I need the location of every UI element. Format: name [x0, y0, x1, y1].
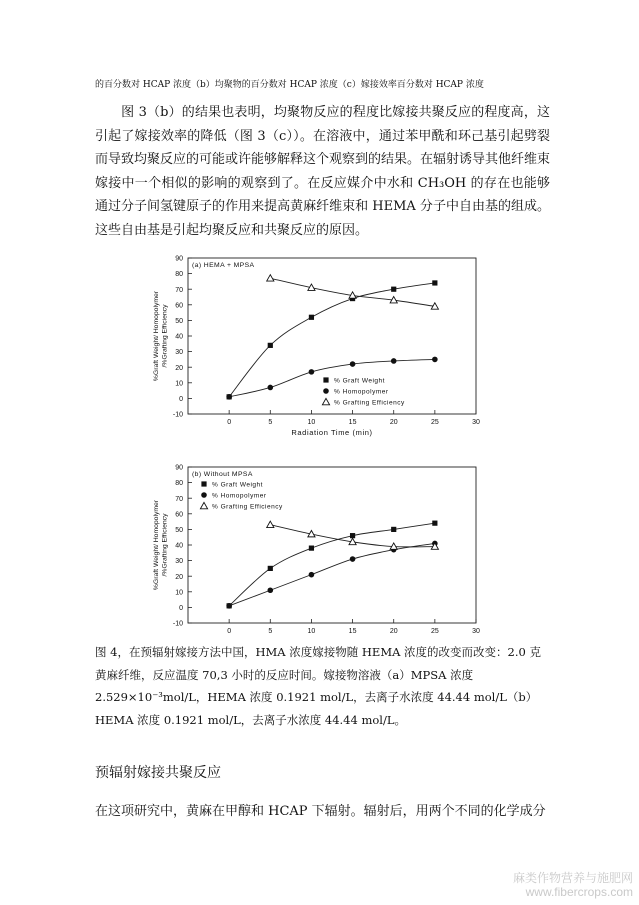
chart-a-point-square	[391, 287, 396, 292]
chart-a-xtick-label: 25	[430, 419, 439, 426]
chart-b-xtick-label: 5	[268, 628, 273, 635]
chart-b-panel-label: (b) Without MPSA	[192, 471, 253, 478]
chart-b-xtick-label: 15	[348, 628, 357, 635]
chart-b-ytick-label: 20	[175, 573, 183, 581]
chart-a-ytick-label: 70	[175, 286, 183, 294]
chart-a-panel-label: (a) HEMA + MPSA	[192, 262, 255, 269]
chart-b-legend-label: % Grafting Efficiency	[212, 503, 283, 511]
chart-a-ytick-label: 30	[175, 349, 183, 357]
chart-a-point-circle	[226, 394, 232, 400]
chart-a-legend-marker-square	[323, 377, 328, 382]
site-watermark	[513, 871, 633, 899]
chart-b-xtick-label: 30	[472, 628, 480, 635]
chart-b-xtick-label: 25	[430, 628, 439, 635]
chart-b	[140, 463, 480, 638]
chart-b-ytick-label: 90	[175, 464, 183, 472]
chart-a-series-line-1	[229, 359, 435, 396]
chart-b-legend-marker-circle	[201, 492, 207, 498]
chart-a-xtick-label: 10	[307, 419, 316, 426]
chart-a-ytick-label: 10	[175, 380, 183, 388]
chart-b-xtick-label: 10	[307, 628, 316, 635]
chart-b-y-axis-label-line1: %Graft Weight/ Homopolymer	[153, 499, 160, 591]
chart-b-legend-label: % Graft Weight	[212, 481, 263, 489]
figure3-caption-fragment: 的百分数对 HCAP 浓度（b）均聚物的百分数对 HCAP 浓度（c）嫁接效率百分数对 HCAP 浓度	[95, 80, 484, 90]
chart-a-y-axis-label	[153, 290, 169, 381]
body-paragraph-1-text: 图 3（b）的结果也表明，均聚物反应的程度比嫁接共聚反应的程度高，这引起了嫁接效率的降低（图 3（c））。在溶液中，通过苯甲酰和环己基引起劈裂而导致均聚反应的可能或许能够解释这个观察到的结果。在辐射诱导其他纤维束嫁接中一个相似的影响的观察到了。在反应媒介中水和 CH₃OH 的存在也能够通过分子间氢键原子的作用来提高黄麻纤维束和 HEMA 分子中自由基的组成。这些自由基是引起均聚反应和共聚反应的原因。	[95, 105, 551, 238]
chart-a-legend-label: % Graft Weight	[334, 377, 385, 385]
watermark-line-2: www.fibercrops.com	[525, 885, 633, 899]
chart-b-point-square	[391, 527, 396, 532]
chart-b-y-axis-label-line2: /%Grafting Efficiency	[161, 513, 169, 577]
chart-b-ytick-label: 60	[175, 511, 183, 519]
chart-b-legend-label: % Homopolymer	[212, 492, 267, 500]
chart-b-point-circle	[226, 603, 232, 609]
chart-a-point-circle	[391, 358, 397, 364]
chart-b-point-square	[432, 521, 437, 526]
chart-a-point-circle	[432, 357, 438, 363]
chart-b-svg	[140, 463, 480, 638]
chart-a-xtick-label: 0	[227, 419, 232, 426]
chart-a-ytick-label: 60	[175, 302, 183, 310]
chart-a-ytick-label: -10	[172, 411, 183, 419]
chart-b-series-line-0	[229, 523, 435, 606]
chart-b-legend-marker-square	[201, 481, 206, 486]
chart-b-point-circle	[309, 572, 315, 578]
chart-b-ytick-label: -10	[172, 620, 183, 628]
chart-a-ytick-label: 50	[175, 318, 183, 325]
chart-b-ytick-label: 40	[175, 542, 183, 550]
chart-b-point-square	[309, 546, 314, 551]
chart-a-point-square	[432, 280, 437, 285]
chart-a-legend-marker-triangle	[322, 398, 329, 404]
chart-a-series-line-0	[229, 283, 435, 397]
chart-b-ytick-label: 30	[175, 558, 183, 566]
watermark-line-1: 麻类作物营养与施肥网	[512, 871, 633, 885]
body-paragraph-2: 在这项研究中，黄麻在甲醇和 HCAP 下辐射。辐射后，用两个不同的化学成分	[95, 804, 546, 819]
figure4-caption: 图 4，在预辐射嫁接方法中国，HMA 浓度嫁接物随 HEMA 浓度的改变而改变：2.0 克黄麻纤维，反应温度 70,3 小时的反应时间。嫁接物溶液（a）MPSA 浓度 2.529×10⁻³mol/L，HEMA 浓度 0.1921 mol/L，去离子水浓度 44.44 mol/L（b）HEMA 浓度 0.1921 mol/L，去离子水浓度 44.44 mol/L。	[95, 645, 541, 727]
chart-a-point-triangle	[267, 275, 274, 281]
chart-a-ytick-label: 80	[175, 271, 183, 279]
chart-b-legend-marker-triangle	[200, 502, 207, 508]
chart-b-xtick-label: 0	[227, 628, 232, 635]
chart-a-ytick-label: 20	[175, 364, 183, 372]
chart-b-y-axis-label	[153, 499, 169, 590]
chart-a-point-square	[309, 315, 314, 320]
chart-b-ytick-label: 10	[175, 589, 183, 597]
chart-a-xtick-label: 20	[389, 419, 398, 426]
section-heading: 预辐射嫁接共聚反应	[95, 765, 221, 781]
body-paragraph-1	[95, 101, 550, 242]
chart-a-legend-label: % Grafting Efficiency	[334, 399, 405, 407]
chart-a-legend-marker-circle	[323, 388, 329, 394]
chart-a-ytick-label: 0	[179, 396, 183, 403]
chart-a-ytick-label: 40	[175, 333, 183, 341]
chart-a-svg	[140, 254, 480, 447]
chart-a-point-circle	[267, 385, 273, 391]
chart-a-x-axis-label: Radiation Time (min)	[291, 428, 373, 437]
chart-a-ytick-label: 90	[175, 255, 183, 263]
chart-b-ytick-label: 80	[175, 480, 183, 488]
chart-a-xtick-label: 30	[472, 419, 480, 426]
chart-a-point-square	[268, 343, 273, 348]
chart-b-xtick-label: 20	[389, 628, 398, 635]
chart-b-point-square	[268, 566, 273, 571]
chart-a-point-circle	[350, 361, 356, 367]
chart-b-ytick-label: 0	[179, 605, 183, 612]
chart-a	[140, 254, 480, 447]
chart-b-ytick-label: 70	[175, 495, 183, 503]
chart-b-ytick-label: 50	[175, 527, 183, 534]
chart-a-point-circle	[309, 369, 315, 375]
chart-a-legend-label: % Homopolymer	[334, 388, 389, 396]
chart-b-point-circle	[267, 587, 273, 593]
chart-a-xtick-label: 15	[348, 419, 357, 426]
chart-b-point-triangle	[267, 521, 274, 527]
chart-b-series-line-1	[229, 543, 435, 605]
chart-a-xtick-label: 5	[268, 419, 273, 426]
chart-a-y-axis-label-line2: /%Grafting Efficiency	[161, 304, 169, 368]
chart-b-point-circle	[350, 556, 356, 562]
chart-a-y-axis-label-line1: %Graft Weight/ Homopolymer	[153, 290, 160, 382]
